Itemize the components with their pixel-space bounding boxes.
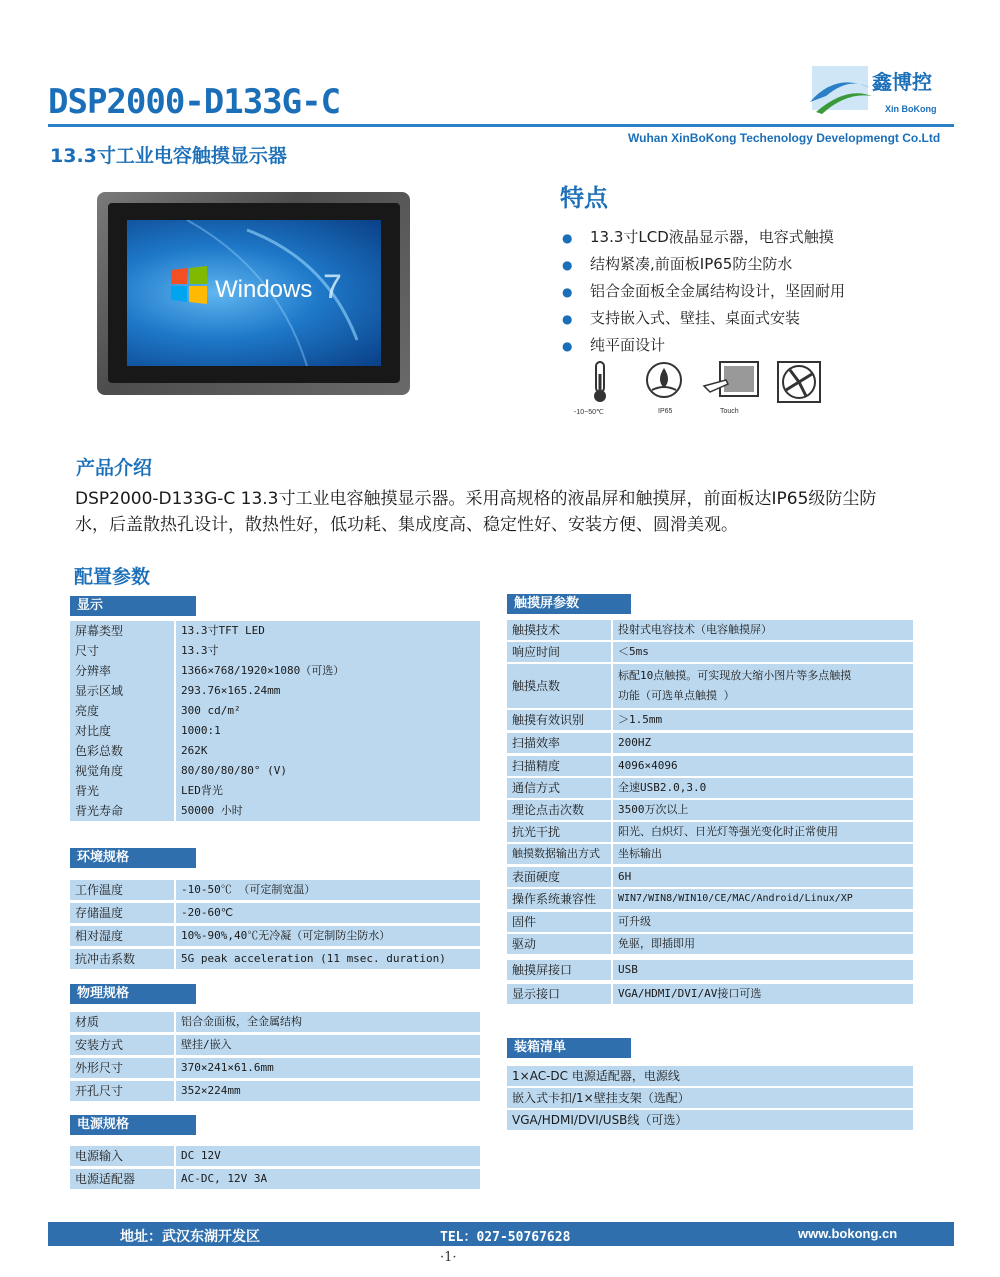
section-header-power: 电源规格 [70, 1115, 196, 1135]
product-subtitle: 13.3寸工业电容触摸显示器 [50, 145, 287, 167]
section-header-packing: 装箱清单 [507, 1038, 631, 1058]
section-header-physical: 物理规格 [70, 984, 196, 1004]
company-english-name: Wuhan XinBoKong Techenology Developmengt Co.Ltd [628, 131, 941, 145]
footer-phone: TEL：027-50767628 [440, 1230, 571, 1245]
feature-item: ● 13.3寸LCD液晶显示器，电容式触摸 [562, 228, 834, 246]
temperature-label: -10~50℃ [574, 409, 604, 416]
config-title: 配置参数 [74, 566, 151, 588]
logo-chinese-name: 鑫博控 [872, 70, 932, 94]
footer-website[interactable]: www.bokong.cn [798, 1226, 898, 1241]
feature-item: ● 铝合金面板全金属结构设计，坚固耐用 [562, 282, 846, 300]
fan-icon [776, 360, 822, 404]
section-header-touch: 触摸屏参数 [507, 594, 631, 614]
feature-item: ● 纯平面设计 [562, 336, 666, 354]
intro-text: DSP2000-D133G-C 13.3寸工业电容触摸显示器。采用高规格的液晶屏和触摸屏，前面板达IP65级防尘防水，后盖散热孔设计，散热性好，低功耗、集成度高、稳定性好、安装方便、圆滑美观。 [75, 489, 877, 535]
ip65-label: IP65 [658, 408, 673, 415]
feature-item: ● 结构紧凑,前面板IP65防尘防水 [562, 255, 793, 273]
section-header-display: 显示 [70, 596, 196, 616]
logo-english-name: Xin BoKong [885, 104, 937, 114]
feature-item: ● 支持嵌入式、壁挂、桌面式安装 [562, 309, 801, 327]
header-divider [48, 124, 954, 127]
windows-version-number: 7 [323, 268, 342, 306]
page-number: ·1· [440, 1250, 457, 1265]
thermometer-icon [580, 360, 620, 404]
touch-icon [702, 360, 762, 404]
waterproof-icon [644, 360, 684, 404]
footer-address: 地址：武汉东湖开发区 [120, 1229, 260, 1245]
model-title: DSP2000-D133G-C [48, 82, 341, 122]
touch-label: Touch [720, 408, 739, 415]
windows-label: Windows [215, 276, 313, 303]
intro-title: 产品介绍 [76, 457, 153, 479]
section-header-environment: 环境规格 [70, 848, 196, 868]
features-title: 特点 [560, 184, 608, 212]
